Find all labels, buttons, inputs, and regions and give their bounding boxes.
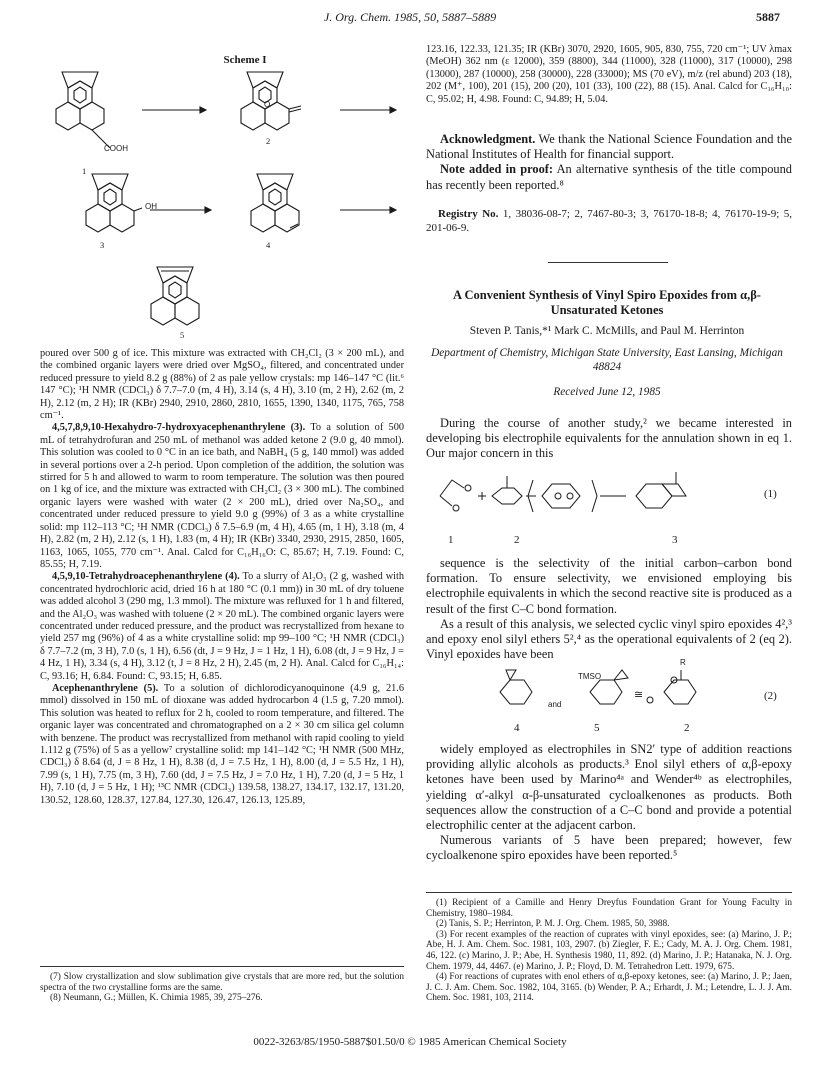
acknowledgment-block	[426, 132, 792, 193]
footnote-3: (3) For recent examples of the reaction of cuprates with vinyl epoxides, see: (a) Marino, J. P.; Abe, H. J. Am. Chem. Soc. 1981, 103, 2907. (b) Ziegler, F. E.; Cady, M. A. J. Org. Chem. 1981, 46, 122. (c) Marino, J. P.; Abe, H. Synthesis 1980, 11, 892. (d) Marino, J. P.; Hatanaka, N. J. Org. Chem. 1979, 44, 4467. (e) Marino, J. P.; Floyd, D. M. Tetrahedron Lett. 1979, 675.	[426, 929, 792, 972]
article-affiliation: Department of Chemistry, Michigan State University, East Lansing, Michigan 48824	[431, 347, 783, 373]
received-date: Received June 12, 1985	[553, 386, 661, 398]
article-title: A Convenient Synthesis of Vinyl Spiro Epoxides from α,β-Unsaturated Ketones	[453, 288, 761, 317]
copyright-footer: 0022-3263/85/1950-5887$01.50/0 © 1985 American Chemical Society	[253, 1036, 567, 1048]
running-header	[0, 10, 820, 28]
eq1-label-1: 1	[448, 534, 454, 546]
acknowledgment	[426, 132, 792, 162]
compound-3-structure	[86, 174, 142, 232]
experimental-paragraph-5	[40, 683, 404, 807]
compound-4-procedure: To a slurry of Al₂O₃ (2 g, washed with concentrated hydrochloric acid, dried 16 h at 180 °C (0.1 mm)) in 30 mL of dry toluene was added alcohol 3 (290 mg, 1.3 mmol). The mixture was refluxed for 1 h and filtered, and the Al₂O₃ was washed with toluene (2 × 20 mL). The combined organic layers were concentrated under reduced pressure, and the product was recrystallized from hexane to yield 257 mg (96%) of 4 as a white crystalline solid: mp 99–100 °C; ¹H NMR (CDCl₃) δ 7.7–7.2 (m, 3 H), 7.0 (s, 1 H), 6.56 (dt, J = 9 Hz, J = 1 Hz, 1 H), 6.08 (dt, J = 9 Hz, J = 4 Hz, 1 H), 3.34 (s, 4 H), 3.12 (t, J = 8 Hz, 2 H), 2.45 (m, 2 H). Anal. Calcd for C₁₆H₁₄: C, 93.16; H, 6.84. Found: C, 93.15; H, 6.85.	[40, 571, 404, 682]
experimental-paragraph-3	[40, 422, 404, 571]
eq2-equivalence: ≅	[634, 689, 644, 701]
eq2-label-5: 5	[594, 722, 600, 734]
compound-3-procedure: To a solution of 500 mL of tetrahydrofuran and 250 mL of methanol was added ketone 2 (9.0 g, 40 mmol). This solution was cooled to 0 °C in an ice bath, and NaBH₄ (5 g, 140 mmol) was added in several portions over a 2-h period. Upon completion of the addition, the solution was stirred for 5 h and allowed to warm to room temperature. The solution was then poured on 1 kg of ice, and the mixture was extracted with CH₂Cl₂ (3 × 300 mL). The combined organic layers were washed with water (2 × 200 mL), dried over Na₂SO₄, and concentrated under reduced pressure to yield 9.0 g (99%) of 3 as a white crystalline solid: mp 112–113 °C; ¹H NMR (CDCl₃) δ 7.5–6.9 (m, 4 H), 4.65 (m, 1 H), 3.18 (m, 4 H), 2.82 (m, 2 H), 2.12 (s, 1 H), 1.83 (m, 4 H); IR (KBr) 3340, 2930, 2915, 2850, 1605, 1163, 1065, 1055, 770 cm⁻¹. Anal. Calcd for C₁₆H₁₆O: C, 85.67; H, 7.19. Found: C, 85.55; H, 7.19.	[40, 422, 405, 570]
equation-1-structures	[430, 466, 760, 528]
equation-1-number: (1)	[764, 488, 777, 500]
eq2-label-2: 2	[684, 722, 690, 734]
note-added	[426, 162, 792, 192]
eq2-r-label: R	[680, 658, 686, 667]
footnote-1: (1) Recipient of a Camille and Henry Dreyfus Foundation Grant for Young Faculty in Chemistry, 1980–1984.	[426, 898, 792, 919]
body-paragraph-2: sequence is the selectivity of the initial carbon–carbon bond formation. To ensure selectivity, we envisioned employing bis electrophile equivalents in which the second reactive site is produced as a result of the first C–C bond formation.	[426, 556, 792, 616]
left-footnotes	[40, 972, 404, 1004]
eq2-label-4: 4	[514, 722, 520, 734]
footnote-4: (4) For reactions of cuprates with enol ethers of α,β-epoxy ketones, see: (a) Marino, J. P.; Jaen, J. C. J. Am. Chem. Soc. 1982, 104, 3165. (b) Wender, P. A.; Erhardt, J. M.; Letendre, L. J. J. Am. Chem. Soc. 1981, 103, 2114.	[426, 972, 792, 1004]
registry-heading: Registry No.	[438, 208, 499, 220]
cooh-label: COOH	[104, 144, 128, 153]
compound-label-5: 5	[180, 330, 185, 340]
experimental-paragraph-2: poured over 500 g of ice. This mixture was extracted with CH₂Cl₂ (3 × 200 mL), and the combined organic layers were dried over MgSO₄, filtered, and concentrated under reduced pressure to yield 8.2 g (88%) of 2 as pale yellow crystals: mp 146–147 °C (lit.⁶ 147 °C); ¹H NMR (CDCl₃) δ 7.7–7.0 (m, 4 H), 3.14 (s, 4 H), 3.10 (m, 2 H), 2.62 (m, 2 H), 2.12 (m, 2 H); IR (KBr) 2940, 2910, 2860, 2810, 1655, 1390, 1340, 1175, 765, 758 cm⁻¹.	[40, 348, 404, 422]
body-paragraph-3: As a result of this analysis, we selected cyclic vinyl spiro epoxides 4²,³ and epoxy enol silyl ethers 5²,⁴ as the operational equivalents of 2 (eq 2). Vinyl epoxides have been	[426, 616, 792, 662]
acknowledgment-text: We thank the National Science Foundation and the National Institutes of Health for financial support.	[426, 132, 793, 162]
compound-label-4: 4	[266, 240, 271, 250]
eq1-label-3: 3	[672, 534, 678, 546]
compound-1-structure	[56, 72, 110, 148]
scheme-title: Scheme I	[223, 54, 267, 66]
compound-5-data-continued: 123.16, 122.33, 121.35; IR (KBr) 3070, 2920, 1605, 905, 830, 755, 720 cm⁻¹; UV λmax (MeOH) 362 nm (ε 12000), 359 (8800), 344 (11000), 328 (11000), 317 (10000), 298 (13000), 287 (10000), 258 (30000), 228 (33000); MS (70 eV), m/z (rel abund) 203 (18), 202 (M⁺, 100), 201 (15), 200 (20), 101 (33), 100 (22), 88 (15). Anal. Calcd for C₁₆H₁₀: C, 95.02; H, 4.98. Found: C, 94.89; H, 5.04.	[426, 44, 792, 105]
left-column-experimental	[40, 348, 404, 807]
article-separator	[548, 262, 668, 263]
compound-5-procedure: To a solution of dichlorodicyanoquinone (4.9 g, 21.6 mmol) dissolved in 150 mL of dioxane was added hydrocarbon 4 (1.5 g, 7.20 mmol). This solution was heated to reflux for 2 h, cooled to room temperature, and filtered. The organic layer was concentrated and chromatographed on a 2 × 30 cm silica gel column with benzene. The product was recrystallized from methanol with rapid cooling to yield 1.112 g (75%) of 5 as a yellow⁷ crystalline solid: mp 141–142 °C; ¹H NMR (500 MHz, CDCl₃) δ 8.64 (d, J = 8 Hz, 1 H), 8.38 (d, J = 7.5 Hz, 1 H), 8.00 (d, J = 5.5 Hz, 1 H), 7.99 (s, 1 H), 7.75 (m, 3 H), 7.60 (dd, J = 7.5 Hz, J = 7.0 Hz, 1 H), 7.20 (d, J = 5 Hz, 1 H), 7.10 (d, J = 5 Hz, 1 H); ¹³C NMR (CDCl₃) 139.58, 138.27, 134.17, 132.17, 131.20, 130.52, 128.60, 128.37, 127.84, 127.30, 126.47, 126.13, 125.89,	[40, 682, 404, 806]
body-paragraph-4: widely employed as electrophiles in SN2′ type of addition reactions providing allylic alcohols as products.³ Enol silyl ethers of α,β-epoxy ketones have been used by Marino⁴ᵃ and Wender⁴ᵇ as electrophiles, yielding α′-alkyl α-β-unsaturated cycloalkenones as products. Both sequences allow the construction of a C–C bond and provide a potential electrophilic center at the adjacent carbon.	[426, 742, 792, 833]
oh-label: OH	[145, 202, 157, 211]
article-intro	[426, 416, 792, 462]
left-footnote-rule	[40, 966, 404, 967]
right-footnote-rule	[426, 892, 792, 893]
acknowledgment-heading: Acknowledgment.	[440, 132, 536, 146]
body-paragraph-5: Numerous variants of 5 have been prepared; however, few cycloalkenone spiro epoxides have been reported.⁵	[426, 833, 792, 863]
compound-5-heading: Acephenanthrylene (5).	[52, 682, 159, 694]
page-number: 5887	[756, 10, 780, 24]
oxo-label: O	[264, 100, 271, 109]
compound-4-structure	[251, 174, 299, 232]
compound-5-structure	[151, 267, 199, 325]
scheme-structures	[40, 68, 420, 346]
note-added-heading: Note added in proof:	[440, 162, 554, 177]
eq2-tmso-label: TMSO	[578, 672, 602, 681]
registry-numbers	[426, 208, 792, 235]
footnote-8: (8) Neumann, G.; Müllen, K. Chimia 1985, 39, 275–276.	[50, 993, 263, 1004]
compound-4-heading: 4,5,9,10-Tetrahydroacephenanthrylene (4).	[52, 571, 240, 583]
compound-2-structure	[241, 72, 301, 130]
article-body-middle	[426, 556, 792, 662]
footnote-2: (2) Tanis, S. P.; Herrinton, P. M. J. Org. Chem. 1985, 50, 3988.	[436, 919, 670, 930]
compound-label-3: 3	[100, 240, 105, 250]
eq2-and-label: and	[548, 700, 562, 709]
note-added-text: An alternative synthesis of the title compound has recently been reported.⁸	[426, 162, 792, 192]
compound-label-2: 2	[266, 136, 271, 146]
compound-3-heading: 4,5,7,8,9,10-Hexahydro-7-hydroxyacephenanthrylene (3).	[52, 422, 306, 434]
footnote-7: (7) Slow crystallization and slow sublimation give crystals that are more red, but the solution spectra of the two crystalline forms are the same.	[40, 972, 404, 993]
registry-block	[426, 208, 792, 235]
right-footnotes	[426, 898, 792, 1004]
article-authors: Steven P. Tanis,*¹ Mark C. McMills, and Paul M. Herrinton	[469, 325, 745, 337]
right-column-experimental-end	[426, 44, 792, 106]
compound-label-1: 1	[82, 166, 87, 176]
intro-paragraph-1: During the course of another study,² we became interested in developing bis electrophile equivalents for the annulation shown in eq 1. Our major concern in this	[426, 416, 792, 461]
experimental-paragraph-4	[40, 571, 404, 683]
article-body-lower	[426, 742, 792, 864]
equation-2-number: (2)	[764, 690, 777, 702]
eq1-label-2: 2	[514, 534, 520, 546]
registry-text: 1, 38036-08-7; 2, 7467-80-3; 3, 76170-18-8; 4, 76170-19-9; 5, 201-06-9.	[426, 208, 793, 234]
journal-citation: J. Org. Chem. 1985, 50, 5887–5889	[323, 10, 497, 24]
